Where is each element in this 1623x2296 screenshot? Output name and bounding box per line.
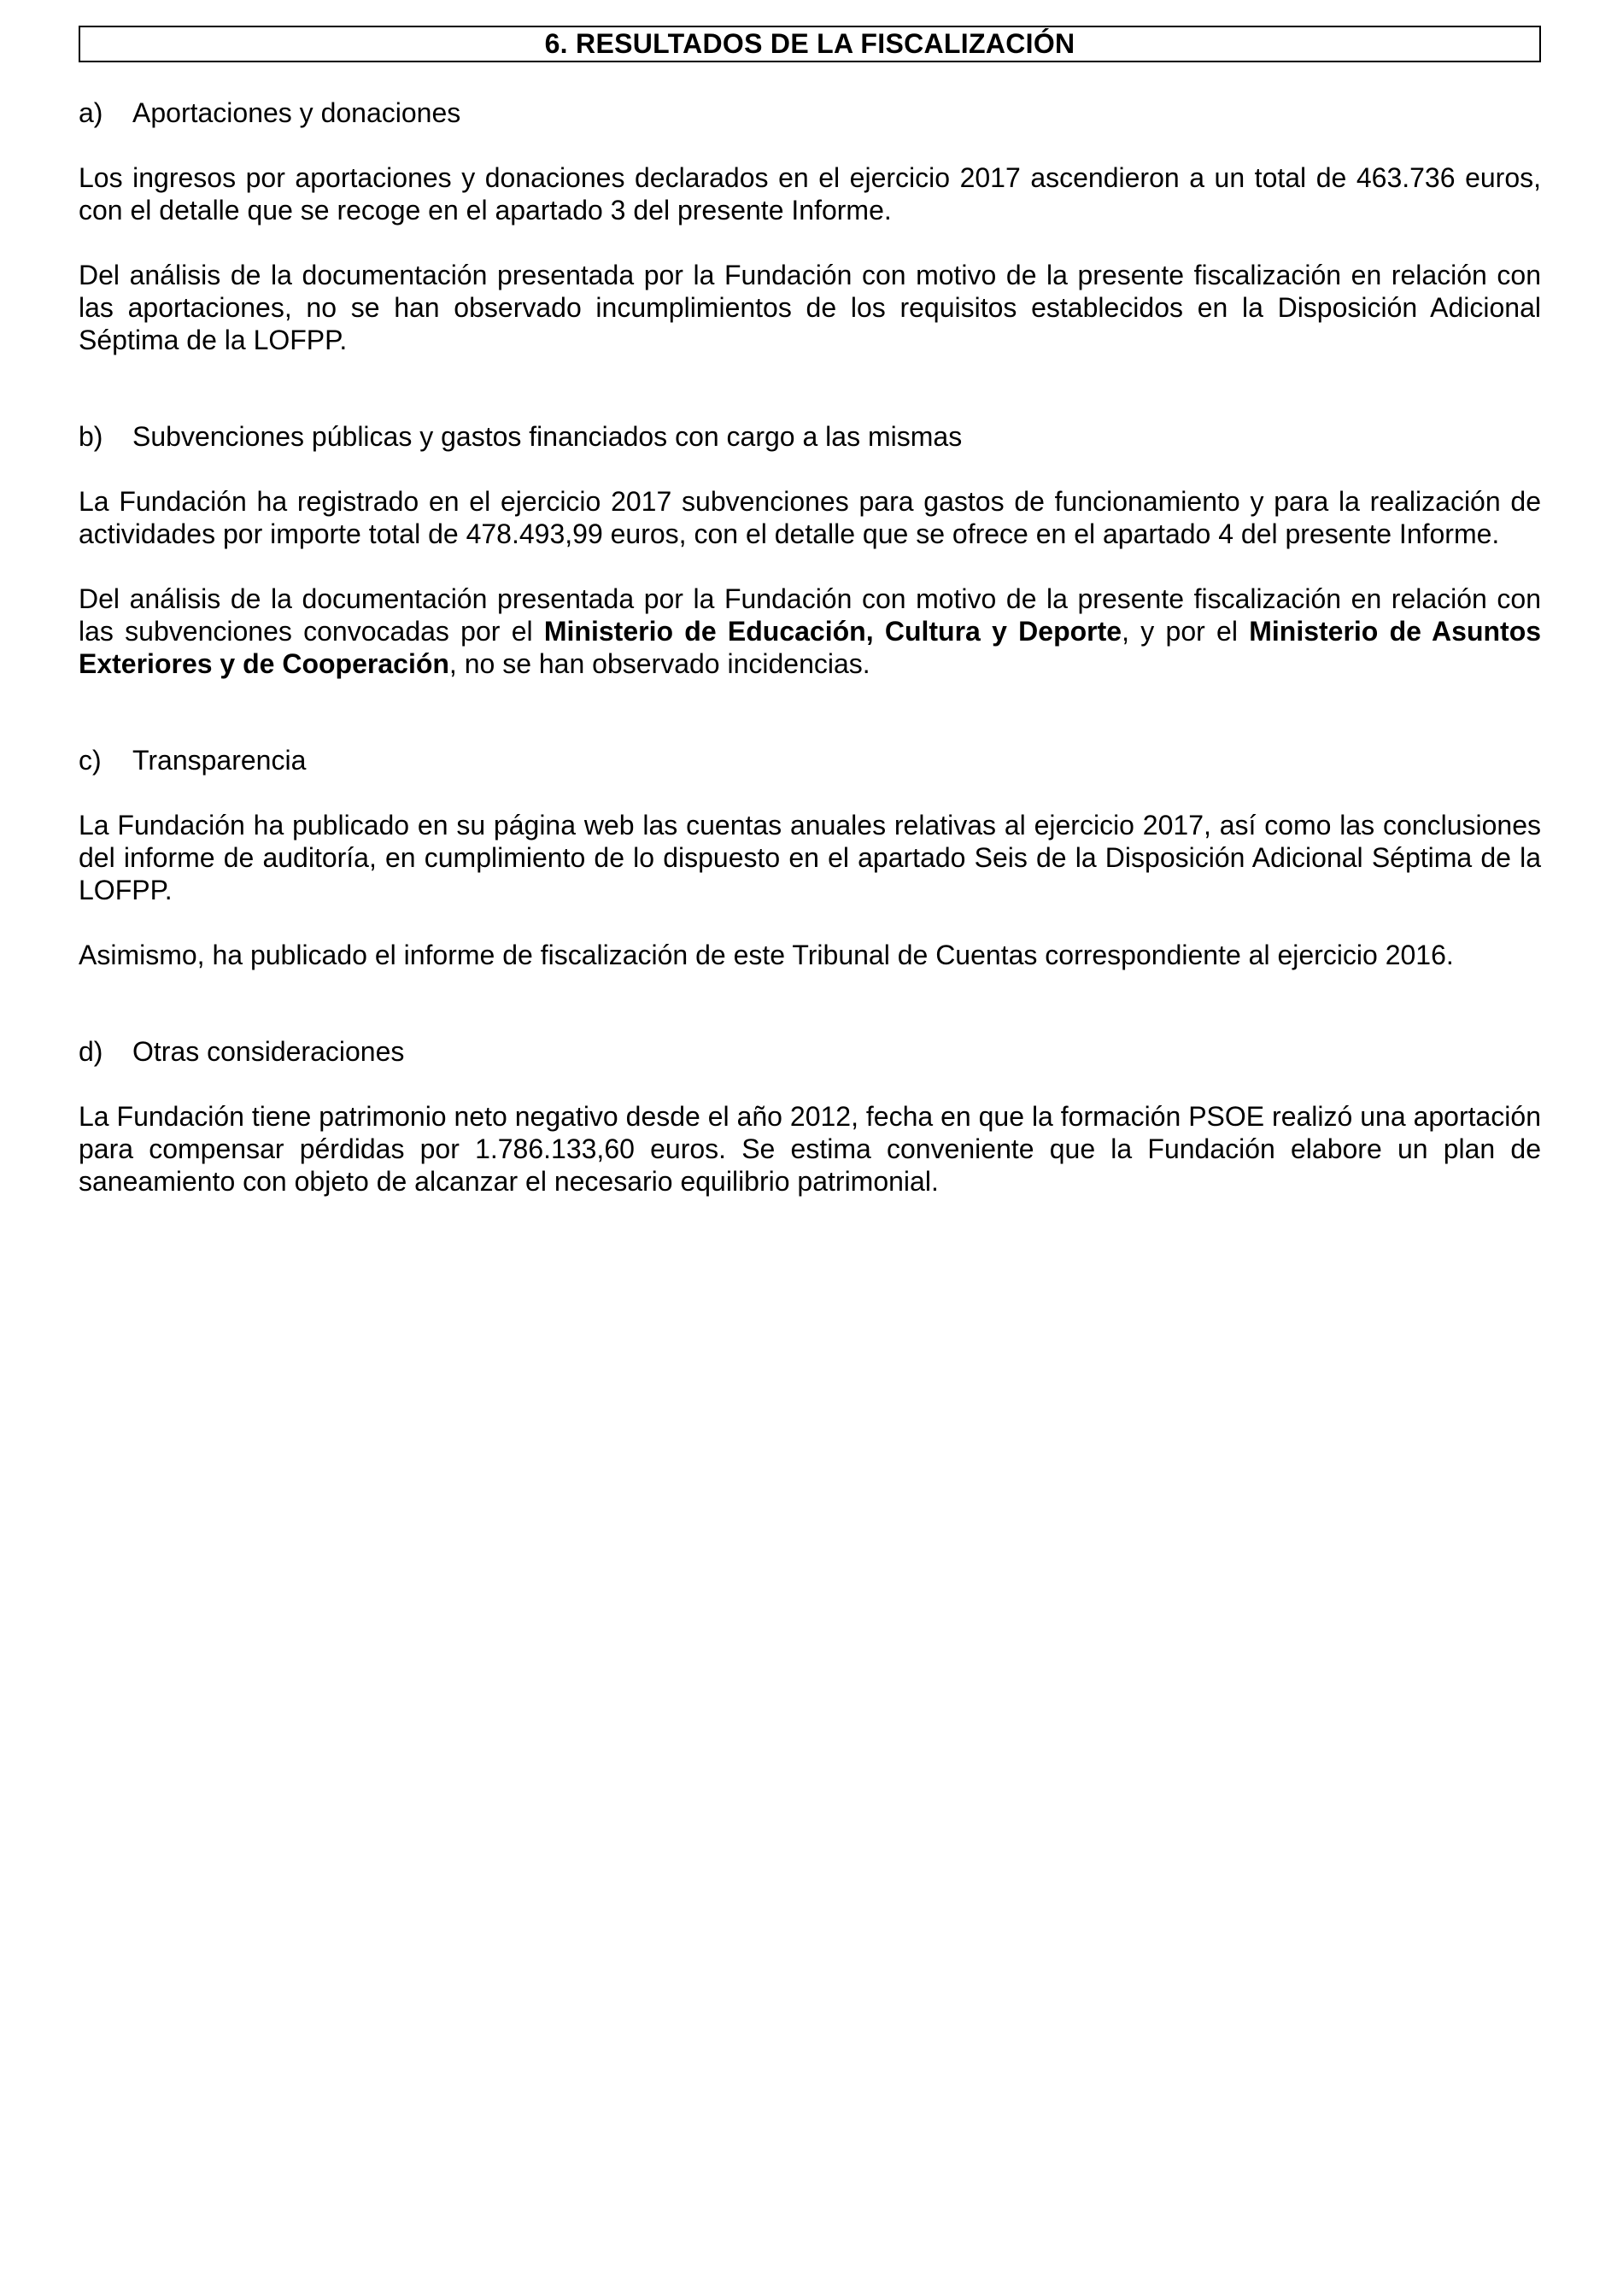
document-page (79, 26, 1541, 1230)
spacer (79, 712, 1541, 744)
paragraph: La Fundación ha publicado en su página web las cuentas anuales relativas al ejercicio 2017, así como las conclusiones del informe de auditoría, en cumplimiento de lo dispuesto en el apartado Seis de la Disposición Adicional Séptima de la LOFPP. (79, 810, 1541, 905)
text-run: , y por el (1122, 616, 1250, 647)
section-title-box (79, 26, 1541, 62)
section-heading (79, 97, 1541, 129)
text-run: , no se han observado incidencias. (448, 648, 870, 679)
section-letter: b) (79, 421, 103, 452)
section-transparencia (79, 744, 1541, 971)
spacer (79, 389, 1541, 420)
section-heading-text: Otras consideraciones (132, 1036, 405, 1067)
section-heading-text: Subvenciones públicas y gastos financiados con cargo a las mismas (132, 421, 963, 452)
paragraph: Los ingresos por aportaciones y donaciones declarados en el ejercicio 2017 ascendieron a un total de 463.736 euros, con el detalle que se recoge en el apartado 3 del presente Informe. (79, 162, 1541, 226)
bold-ministry-education: Ministerio de Educación, Cultura y Deporte (543, 616, 1122, 647)
section-heading-text: Aportaciones y donaciones (132, 97, 461, 128)
section-aportaciones (79, 97, 1541, 356)
section-letter: c) (79, 745, 102, 776)
paragraph: Del análisis de la documentación presentada por la Fundación con motivo de la presente fiscalización en relación con las aportaciones, no se han observado incumplimientos de los requisitos establecidos en la Disposición Adicional Séptima de la LOFPP. (79, 260, 1541, 355)
section-otras-consideraciones (79, 1035, 1541, 1198)
section-heading-text: Transparencia (132, 745, 307, 776)
section-letter: d) (79, 1036, 103, 1067)
paragraph-rich (79, 583, 1541, 680)
paragraph: Asimismo, ha publicado el informe de fiscalización de este Tribunal de Cuentas correspondiente al ejercicio 2016. (79, 940, 1454, 970)
spacer (79, 1004, 1541, 1035)
section-heading (79, 1035, 1541, 1068)
paragraph: La Fundación tiene patrimonio neto negativo desde el año 2012, fecha en que la formación PSOE realizó una aportación para compensar pérdidas por 1.786.133,60 euros. Se estima conveniente que la Fundación elabore un plan de saneamiento con objeto de alcanzar el necesario equilibrio patrimonial. (79, 1101, 1541, 1197)
bold-ministry-foreign-affairs: Ministerio de Asuntos Exteriores y de Cooperación (79, 616, 1542, 679)
section-heading (79, 420, 1541, 453)
text-run: Del análisis de la documentación presentada por la Fundación con motivo de la presente fiscalización en relación con las subvenciones convocadas por el (79, 583, 1541, 647)
section-subvenciones (79, 420, 1541, 680)
section-letter: a) (79, 97, 103, 128)
page-title: 6. RESULTADOS DE LA FISCALIZACIÓN (544, 28, 1075, 59)
paragraph: La Fundación ha registrado en el ejercicio 2017 subvenciones para gastos de funcionamiento y para la realización de actividades por importe total de 478.493,99 euros, con el detalle que se ofrece en el apartado 4 del presente Informe. (79, 486, 1541, 549)
section-heading (79, 744, 1541, 776)
